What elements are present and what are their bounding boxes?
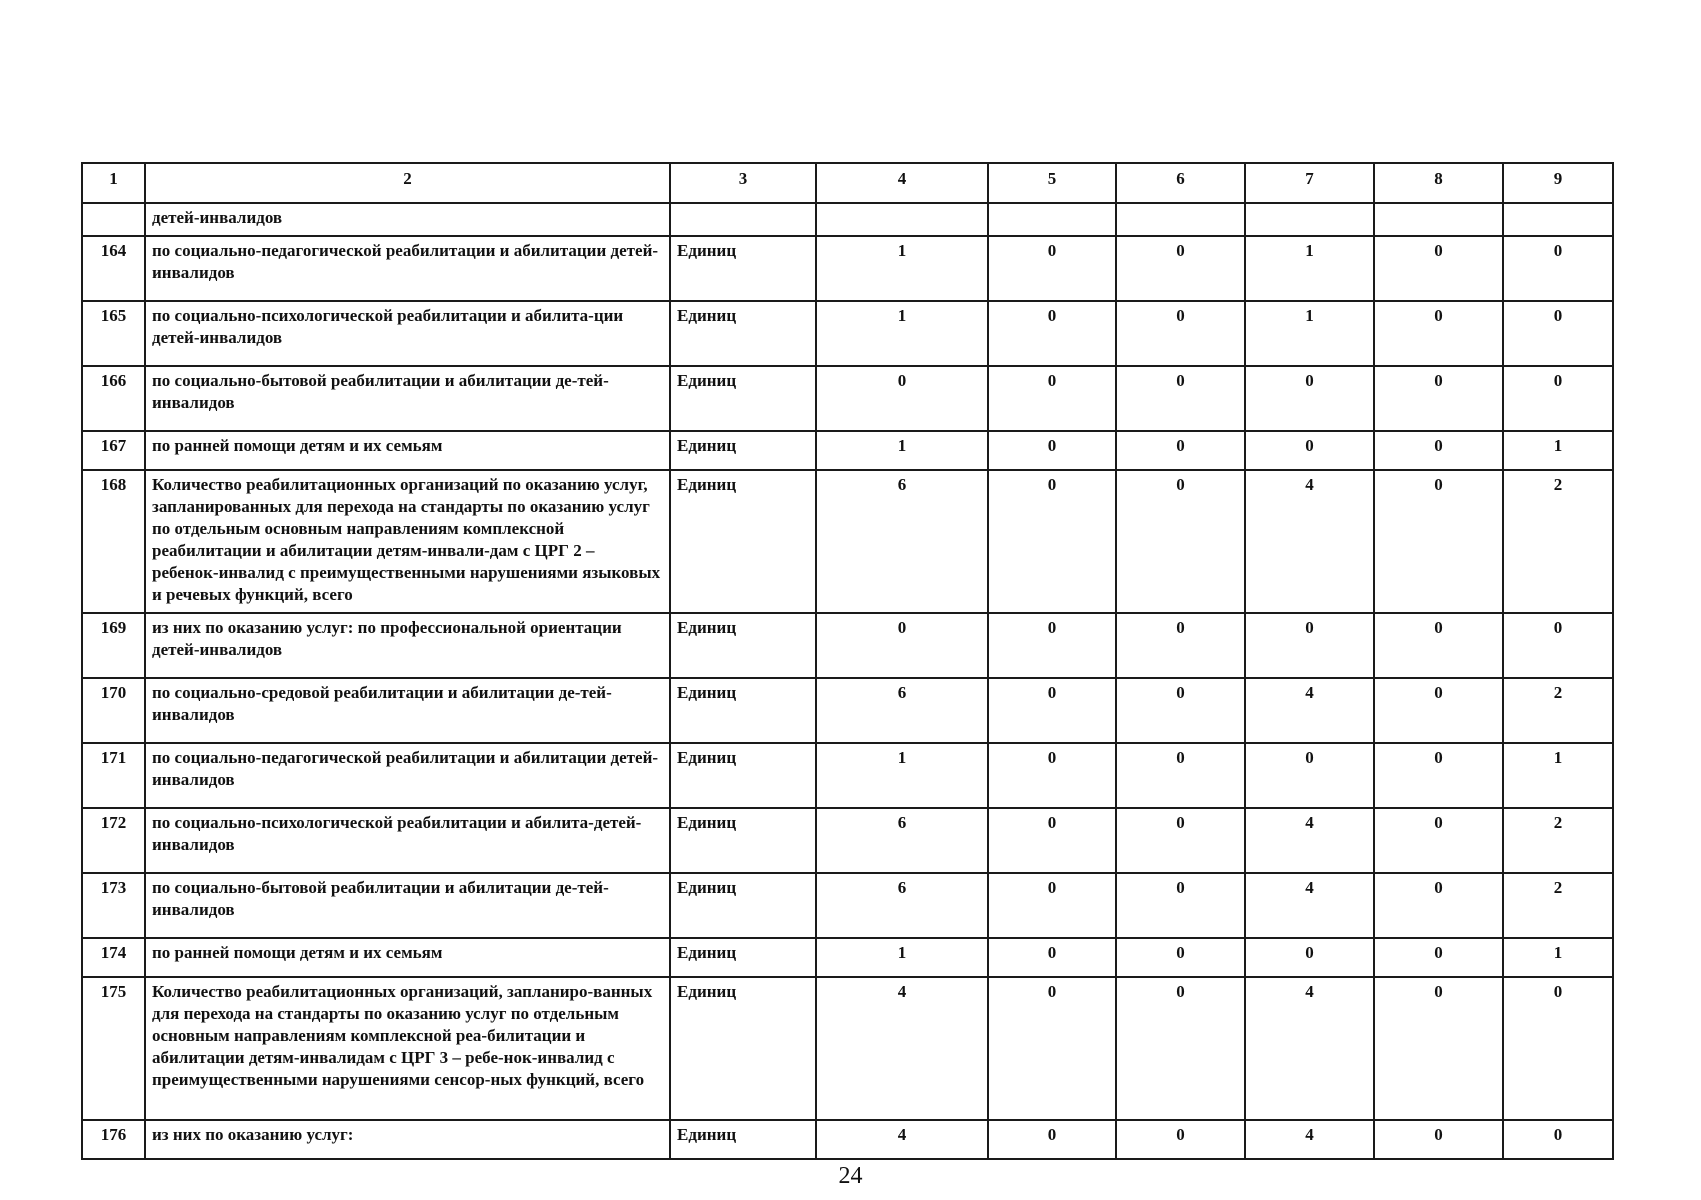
value-cell: 0 (1245, 938, 1374, 977)
column-header: 9 (1503, 163, 1613, 203)
table-row (82, 470, 1613, 613)
value-cell: 0 (1374, 1120, 1503, 1159)
value-cell: 0 (1374, 236, 1503, 301)
value-cell: 0 (1116, 873, 1245, 938)
row-number-cell: 166 (82, 366, 145, 431)
row-number-cell: 174 (82, 938, 145, 977)
value-cell: 0 (1503, 977, 1613, 1120)
value-cell: 2 (1503, 678, 1613, 743)
unit-cell: Единиц (670, 977, 816, 1120)
table-row (82, 203, 1613, 236)
value-cell: 0 (1245, 613, 1374, 678)
indicator-name-cell: Количество реабилитационных организаций по оказанию услуг, запланированных для перехода на стандарты по оказанию услуг по отдельным основным направлениям комплексной реабилитации и абилитации детям-инвали-дам с ЦРГ 2 – ребенок-инвалид с преимущественными нарушениями языковых и речевых функций, всего (145, 470, 670, 613)
value-cell: 1 (816, 301, 988, 366)
value-cell: 0 (1374, 808, 1503, 873)
unit-cell: Единиц (670, 873, 816, 938)
unit-cell: Единиц (670, 808, 816, 873)
indicator-name-cell: по социально-педагогической реабилитации и абилитации детей-инвалидов (145, 743, 670, 808)
column-header: 3 (670, 163, 816, 203)
indicator-name-cell: по социально-бытовой реабилитации и абилитации де-тей-инвалидов (145, 366, 670, 431)
indicator-name-cell: из них по оказанию услуг: по профессиональной ориентации детей-инвалидов (145, 613, 670, 678)
value-cell: 0 (816, 366, 988, 431)
value-cell: 0 (1374, 678, 1503, 743)
row-number-cell: 164 (82, 236, 145, 301)
value-cell: 6 (816, 873, 988, 938)
value-cell: 0 (1116, 366, 1245, 431)
value-cell: 0 (1503, 366, 1613, 431)
value-cell (1374, 203, 1503, 236)
indicator-name-cell: по ранней помощи детям и их семьям (145, 431, 670, 470)
value-cell: 0 (988, 808, 1116, 873)
value-cell: 0 (1503, 236, 1613, 301)
row-number-cell: 167 (82, 431, 145, 470)
value-cell: 4 (1245, 1120, 1374, 1159)
value-cell (1245, 203, 1374, 236)
value-cell: 1 (816, 236, 988, 301)
table-row (82, 873, 1613, 938)
row-number-cell: 176 (82, 1120, 145, 1159)
value-cell: 0 (1503, 613, 1613, 678)
value-cell: 2 (1503, 873, 1613, 938)
value-cell: 0 (1374, 366, 1503, 431)
value-cell: 0 (1374, 977, 1503, 1120)
unit-cell: Единиц (670, 678, 816, 743)
value-cell: 0 (1374, 873, 1503, 938)
table-row (82, 977, 1613, 1120)
column-header: 1 (82, 163, 145, 203)
column-header: 7 (1245, 163, 1374, 203)
row-number-cell: 175 (82, 977, 145, 1120)
value-cell: 0 (1116, 808, 1245, 873)
value-cell: 1 (1245, 236, 1374, 301)
column-header: 5 (988, 163, 1116, 203)
value-cell: 2 (1503, 808, 1613, 873)
value-cell: 1 (816, 431, 988, 470)
value-cell: 0 (1116, 431, 1245, 470)
value-cell (1116, 203, 1245, 236)
value-cell: 0 (1374, 301, 1503, 366)
value-cell: 0 (988, 470, 1116, 613)
value-cell: 0 (1116, 301, 1245, 366)
value-cell (816, 203, 988, 236)
unit-cell: Единиц (670, 938, 816, 977)
value-cell: 0 (1503, 301, 1613, 366)
row-number-cell: 172 (82, 808, 145, 873)
value-cell: 6 (816, 470, 988, 613)
value-cell: 1 (816, 743, 988, 808)
value-cell (988, 203, 1116, 236)
unit-cell: Единиц (670, 366, 816, 431)
unit-cell: Единиц (670, 613, 816, 678)
table-row (82, 431, 1613, 470)
value-cell: 0 (1245, 431, 1374, 470)
table-row (82, 613, 1613, 678)
row-number-cell: 165 (82, 301, 145, 366)
value-cell: 0 (1374, 431, 1503, 470)
column-header: 2 (145, 163, 670, 203)
indicator-name-cell: по социально-психологической реабилитации и абилита-ции детей-инвалидов (145, 301, 670, 366)
indicator-name-cell: Количество реабилитационных организаций, запланиро-ванных для перехода на стандарты по оказанию услуг по отдельным основным направлениям комплексной реа-билитации и абилитации детям-инвалидам с ЦРГ 3 – ребе-нок-инвалид с преимущественными нарушениями сенсор-ных функций, всего (145, 977, 670, 1120)
value-cell: 4 (1245, 678, 1374, 743)
value-cell: 6 (816, 808, 988, 873)
row-number-cell: 171 (82, 743, 145, 808)
value-cell: 4 (816, 977, 988, 1120)
row-number-cell (82, 203, 145, 236)
unit-cell: Единиц (670, 743, 816, 808)
row-number-cell: 168 (82, 470, 145, 613)
indicator-name-cell: по социально-педагогической реабилитации и абилитации детей-инвалидов (145, 236, 670, 301)
value-cell: 0 (988, 366, 1116, 431)
value-cell: 0 (1245, 743, 1374, 808)
indicator-name-cell: по ранней помощи детям и их семьям (145, 938, 670, 977)
value-cell: 0 (988, 1120, 1116, 1159)
table-row (82, 808, 1613, 873)
value-cell: 0 (1374, 470, 1503, 613)
value-cell: 0 (988, 301, 1116, 366)
value-cell: 0 (1503, 1120, 1613, 1159)
value-cell: 0 (1116, 236, 1245, 301)
statistics-table (81, 162, 1614, 1160)
value-cell: 0 (1116, 678, 1245, 743)
table-row (82, 236, 1613, 301)
unit-cell: Единиц (670, 431, 816, 470)
table-row (82, 366, 1613, 431)
value-cell: 0 (1374, 743, 1503, 808)
table-row (82, 743, 1613, 808)
value-cell: 0 (816, 613, 988, 678)
value-cell: 0 (1116, 743, 1245, 808)
unit-cell: Единиц (670, 470, 816, 613)
value-cell: 0 (988, 431, 1116, 470)
row-number-cell: 169 (82, 613, 145, 678)
value-cell: 1 (1503, 938, 1613, 977)
column-header: 4 (816, 163, 988, 203)
column-header: 6 (1116, 163, 1245, 203)
value-cell: 0 (1116, 613, 1245, 678)
table-row (82, 301, 1613, 366)
unit-cell: Единиц (670, 236, 816, 301)
unit-cell: Единиц (670, 301, 816, 366)
indicator-name-cell: из них по оказанию услуг: (145, 1120, 670, 1159)
value-cell: 0 (988, 613, 1116, 678)
value-cell: 1 (1245, 301, 1374, 366)
value-cell: 0 (988, 236, 1116, 301)
value-cell: 4 (816, 1120, 988, 1159)
value-cell: 0 (988, 678, 1116, 743)
table-row (82, 1120, 1613, 1159)
table-body (82, 203, 1613, 1159)
value-cell: 0 (1374, 938, 1503, 977)
indicator-name-cell: по социально-средовой реабилитации и абилитации де-тей-инвалидов (145, 678, 670, 743)
value-cell: 0 (988, 743, 1116, 808)
value-cell: 4 (1245, 808, 1374, 873)
table-row (82, 938, 1613, 977)
value-cell (1503, 203, 1613, 236)
value-cell: 0 (1116, 977, 1245, 1120)
value-cell: 4 (1245, 977, 1374, 1120)
row-number-cell: 170 (82, 678, 145, 743)
value-cell: 0 (1245, 366, 1374, 431)
column-header: 8 (1374, 163, 1503, 203)
unit-cell (670, 203, 816, 236)
value-cell: 1 (816, 938, 988, 977)
indicator-name-cell: по социально-психологической реабилитации и абилита-детей-инвалидов (145, 808, 670, 873)
value-cell: 0 (1374, 613, 1503, 678)
row-number-cell: 173 (82, 873, 145, 938)
value-cell: 6 (816, 678, 988, 743)
value-cell: 0 (988, 977, 1116, 1120)
table-row (82, 678, 1613, 743)
value-cell: 0 (988, 938, 1116, 977)
value-cell: 4 (1245, 470, 1374, 613)
page-number: 24 (838, 1163, 863, 1189)
value-cell: 0 (988, 873, 1116, 938)
indicator-name-cell: по социально-бытовой реабилитации и абилитации де-тей-инвалидов (145, 873, 670, 938)
value-cell: 0 (1116, 1120, 1245, 1159)
value-cell: 4 (1245, 873, 1374, 938)
value-cell: 2 (1503, 470, 1613, 613)
indicator-name-cell: детей-инвалидов (145, 203, 670, 236)
value-cell: 1 (1503, 431, 1613, 470)
value-cell: 0 (1116, 938, 1245, 977)
value-cell: 1 (1503, 743, 1613, 808)
table-header-row (82, 163, 1613, 203)
value-cell: 0 (1116, 470, 1245, 613)
unit-cell: Единиц (670, 1120, 816, 1159)
